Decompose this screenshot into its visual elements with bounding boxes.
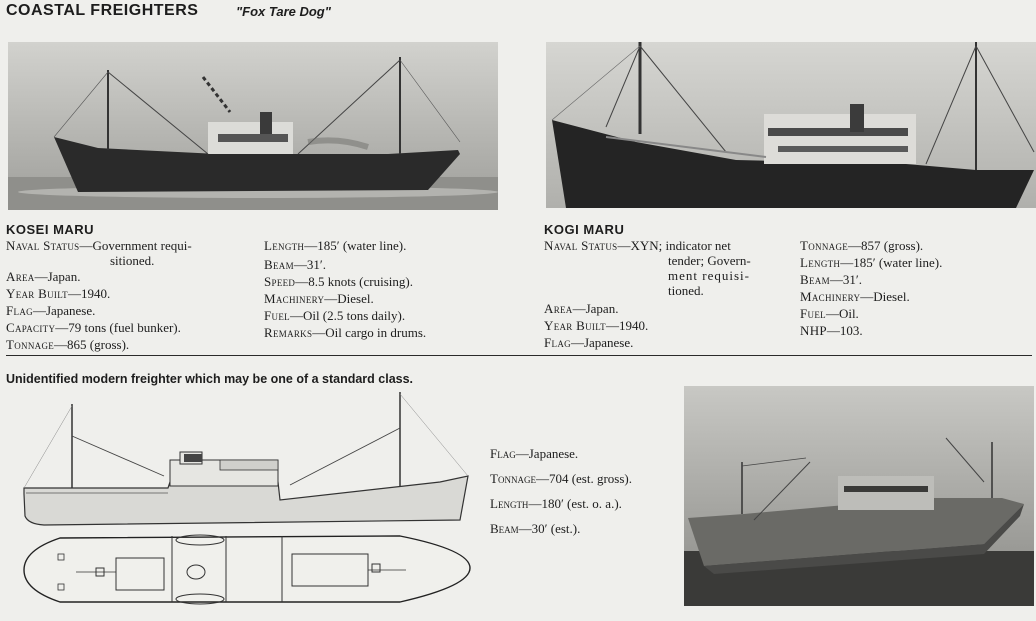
spec-line: sitioned. bbox=[110, 253, 155, 268]
spec-line: Machinery—Diesel. bbox=[800, 289, 910, 304]
spec-line: Tonnage—857 (gross). bbox=[800, 238, 924, 253]
spec-line: Length—185′ (water line). bbox=[800, 255, 943, 270]
spec-line: Speed—8.5 knots (cruising). bbox=[264, 274, 413, 289]
freighter-line-drawing bbox=[20, 390, 472, 616]
spec-line: NHP—103. bbox=[800, 323, 863, 338]
kogi-maru-name: KOGI MARU bbox=[544, 222, 625, 237]
kosei-maru-name: KOSEI MARU bbox=[6, 222, 95, 237]
spec-line: Flag—Japanese. bbox=[6, 303, 96, 318]
spec-line: Length—180′ (est. o. a.). bbox=[490, 496, 622, 511]
page-subtitle: "Fox Tare Dog" bbox=[236, 4, 331, 19]
spec-line: Tonnage—704 (est. gross). bbox=[490, 471, 632, 486]
kosei-maru-specs-col2 bbox=[264, 238, 504, 340]
spec-line: tioned. bbox=[668, 283, 704, 298]
spec-line: Area—Japan. bbox=[544, 301, 619, 316]
kogi-maru-photo bbox=[546, 42, 1036, 208]
spec-line: Length—185′ (water line). bbox=[264, 238, 407, 253]
spec-line: Flag—Japanese. bbox=[490, 446, 579, 461]
unidentified-ship-image bbox=[684, 386, 1034, 606]
spec-line: Beam—31′. bbox=[264, 257, 326, 272]
spec-line: Remarks—Oil cargo in drums. bbox=[264, 325, 427, 340]
kosei-maru-ship-image bbox=[8, 42, 498, 210]
spec-line: tender; Govern- bbox=[668, 253, 751, 268]
unidentified-heading: Unidentified modern freighter which may be one of a standard class. bbox=[6, 372, 414, 386]
spec-line: Year Built—1940. bbox=[6, 286, 111, 301]
kosei-maru-photo bbox=[8, 42, 498, 210]
spec-line: ment requisi- bbox=[668, 268, 750, 283]
spec-line: Naval Status—XYN; indicator net bbox=[544, 238, 731, 253]
spec-line: Flag—Japanese. bbox=[544, 335, 634, 350]
kogi-maru-ship-image bbox=[546, 42, 1036, 208]
spec-line: Beam—31′. bbox=[800, 272, 862, 287]
spec-line: Area—Japan. bbox=[6, 269, 81, 284]
spec-line: Fuel—Oil. bbox=[800, 306, 859, 321]
kogi-maru-specs-col2 bbox=[800, 238, 1030, 338]
spec-line: Tonnage—865 (gross). bbox=[6, 337, 130, 352]
unidentified-specs bbox=[490, 446, 680, 536]
kogi-maru-specs-col1 bbox=[544, 238, 794, 350]
freighter-profile-and-plan-drawing bbox=[20, 390, 472, 616]
spec-line: Machinery—Diesel. bbox=[264, 291, 374, 306]
spec-line: Fuel—Oil (2.5 tons daily). bbox=[264, 308, 406, 323]
spec-line: Capacity—79 tons (fuel bunker). bbox=[6, 320, 181, 335]
section-divider bbox=[6, 355, 1032, 356]
page-title: COASTAL FREIGHTERS bbox=[6, 2, 199, 19]
spec-line: Naval Status—Government requi- bbox=[6, 238, 192, 253]
kosei-maru-specs-col1 bbox=[6, 238, 256, 352]
unidentified-freighter-photo bbox=[684, 386, 1034, 606]
spec-line: Year Built—1940. bbox=[544, 318, 649, 333]
spec-line: Beam—30′ (est.). bbox=[490, 521, 581, 536]
